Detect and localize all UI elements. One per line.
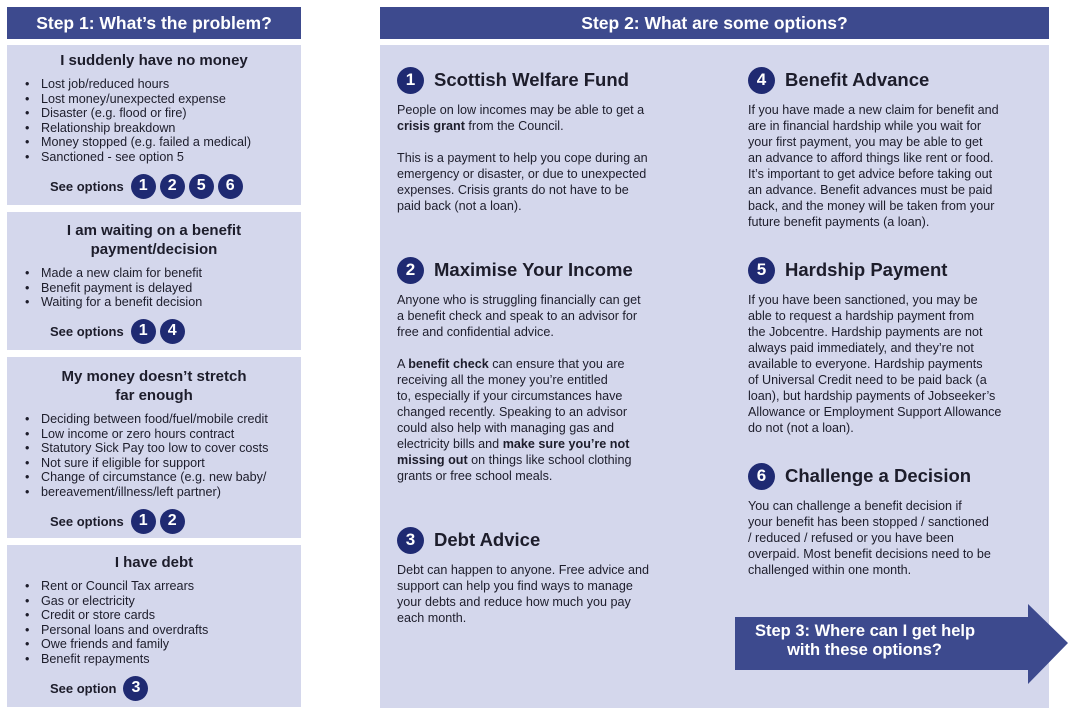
problem-list-item: • Sanctioned - see option 5 — [25, 150, 301, 165]
problem-title: I have debt — [114, 554, 194, 571]
problem-box-debt — [7, 545, 301, 707]
text-run: can ensure that you are receiving all the money you’re entitled to, especially if your circumstances have changed recently. Speaking to an advisor could also help with managing gas and electricity bills and — [397, 357, 628, 451]
option-heading — [748, 66, 1038, 94]
option-title: Challenge a Decision — [785, 465, 972, 486]
option-heading — [748, 256, 1038, 284]
see-options-row — [50, 319, 301, 344]
problem-list-item: • Benefit payment is delayed — [25, 281, 301, 296]
option-number-badge: 2 — [397, 257, 424, 284]
option-title: Hardship Payment — [785, 259, 948, 280]
problem-list-item: • Relationship breakdown — [25, 121, 301, 136]
see-options-row — [50, 509, 301, 534]
problem-list-item: • Lost money/unexpected expense — [25, 92, 301, 107]
see-options-row — [50, 676, 301, 701]
see-options-label: See option — [50, 680, 117, 696]
see-options-label: See options — [50, 178, 124, 194]
option-number-badge: 3 — [397, 527, 424, 554]
problem-list-item: • Lost job/reduced hours — [25, 77, 301, 92]
see-options-label: See options — [50, 513, 124, 529]
option-body — [397, 292, 687, 484]
problem-title: I am waiting on a benefit payment/decision — [66, 222, 242, 258]
problem-list-item: • Credit or store cards — [25, 608, 301, 623]
problem-box-waiting-benefit — [7, 212, 301, 350]
text-run: This is a payment to help you cope during an emergency or disaster, or due to unexpected expenses. Crisis grants do not have to be paid back (not a loan). — [397, 151, 648, 213]
option-title: Debt Advice — [434, 529, 541, 550]
option-maximise-income — [397, 256, 687, 484]
bold-text: benefit check — [408, 357, 489, 371]
option-body — [748, 102, 1038, 230]
option-heading — [397, 66, 687, 94]
text-run: Debt can happen to anyone. Free advice and support can help you find ways to manage your debts and reduce how much you pay each month. — [397, 563, 650, 625]
option-number-badge[interactable]: 1 — [131, 509, 156, 534]
problem-list-item: • bereavement/illness/left partner) — [25, 485, 301, 500]
text-run: If you have been sanctioned, you may be able to request a hardship payment from the Jobcentre. Hardship payments are not always paid immediately, and they’re not available to everyone. Hardship payments of Universal Credit need to be paid back (a loan), but hardship payments of Jobseeker’s Allowance or Employment Support Allowance do not (not a loan). — [748, 293, 1002, 435]
option-number-badge[interactable]: 2 — [160, 174, 185, 199]
option-number-badge[interactable]: 3 — [123, 676, 148, 701]
option-heading — [397, 526, 687, 554]
bold-text: crisis grant — [397, 119, 465, 133]
problem-box-no-money — [7, 45, 301, 205]
problem-list-item: • Money stopped (e.g. failed a medical) — [25, 135, 301, 150]
see-options-label: See options — [50, 323, 124, 339]
option-challenge-decision — [748, 462, 1038, 578]
step3-arrow[interactable] — [735, 604, 1068, 684]
step3-label: Step 3: Where can I get help with these options? — [755, 622, 976, 659]
option-number-badge: 6 — [748, 463, 775, 490]
problem-list-item: • Owe friends and family — [25, 637, 301, 652]
option-number-badge[interactable]: 2 — [160, 509, 185, 534]
option-number-badge: 4 — [748, 67, 775, 94]
option-paragraph — [397, 150, 687, 214]
problem-title: I suddenly have no money — [60, 52, 248, 69]
problem-list — [25, 579, 301, 667]
text-run: from the Council. — [464, 119, 564, 133]
text-run: You can challenge a benefit decision if your benefit has been stopped / sanctioned / reduced / refused or you have been overpaid. Most benefit decisions need to be challenged within one month. — [748, 499, 991, 577]
problem-list-item: • Gas or electricity — [25, 594, 301, 609]
problem-box-money-stretch — [7, 357, 301, 538]
option-scottish-welfare-fund — [397, 66, 687, 214]
option-title: Maximise Your Income — [434, 259, 633, 280]
problem-list-item: • Waiting for a benefit decision — [25, 295, 301, 310]
option-number-badge: 1 — [397, 67, 424, 94]
option-paragraph — [397, 562, 687, 626]
problem-list-item: • Made a new claim for benefit — [25, 266, 301, 281]
option-paragraph — [748, 292, 1038, 436]
option-paragraph — [397, 356, 687, 484]
option-debt-advice — [397, 526, 687, 626]
option-paragraph — [748, 498, 1038, 578]
option-number-badge[interactable]: 4 — [160, 319, 185, 344]
option-hardship-payment — [748, 256, 1038, 436]
option-body — [748, 498, 1038, 578]
problem-title: My money doesn’t stretch far enough — [61, 368, 247, 404]
problem-list-item: • Rent or Council Tax arrears — [25, 579, 301, 594]
option-body — [397, 562, 687, 626]
problem-list-item: • Statutory Sick Pay too low to cover costs — [25, 441, 301, 456]
problem-list-item: • Not sure if eligible for support — [25, 456, 301, 471]
option-heading — [397, 256, 687, 284]
option-title: Benefit Advance — [785, 69, 930, 90]
text-run: A — [397, 357, 409, 371]
bold-text: make sure you’re not missing out — [397, 437, 630, 467]
text-run: People on low incomes may be able to get a — [397, 103, 645, 117]
option-number-badge[interactable]: 5 — [189, 174, 214, 199]
step2-header: Step 2: What are some options? — [380, 7, 1049, 39]
option-paragraph — [748, 102, 1038, 230]
option-number-badge[interactable]: 6 — [218, 174, 243, 199]
text-run: on things like school clothing grants or free school meals. — [397, 453, 632, 483]
option-number-badge[interactable]: 1 — [131, 174, 156, 199]
option-paragraph — [397, 102, 687, 134]
problem-list-item: • Deciding between food/fuel/mobile credit — [25, 412, 301, 427]
option-number-badge: 5 — [748, 257, 775, 284]
text-run: If you have made a new claim for benefit and are in financial hardship while you wait for your first payment, you may be able to get an advance to afford things like rent or food. It’s important to get advice before taking out an advance. Benefit advances must be paid back, and the money will be taken from your future benefit payments (a loan). — [748, 103, 999, 229]
option-title: Scottish Welfare Fund — [434, 69, 629, 90]
option-benefit-advance — [748, 66, 1038, 230]
option-body — [397, 102, 687, 214]
problem-list-item: • Change of circumstance (e.g. new baby/ — [25, 470, 301, 485]
text-run: Anyone who is struggling financially can get a benefit check and speak to an advisor for free and confidential advice. — [397, 293, 641, 339]
option-number-badge[interactable]: 1 — [131, 319, 156, 344]
option-body — [748, 292, 1038, 436]
problem-list-item: • Disaster (e.g. flood or fire) — [25, 106, 301, 121]
step1-header: Step 1: What’s the problem? — [7, 7, 301, 39]
problem-list-item: • Benefit repayments — [25, 652, 301, 667]
problem-list — [25, 266, 301, 310]
option-heading — [748, 462, 1038, 490]
see-options-row — [50, 174, 301, 199]
option-paragraph — [397, 292, 687, 340]
problem-list — [25, 77, 301, 165]
problem-list — [25, 412, 301, 500]
problem-list-item: • Low income or zero hours contract — [25, 427, 301, 442]
problem-list-item: • Personal loans and overdrafts — [25, 623, 301, 638]
